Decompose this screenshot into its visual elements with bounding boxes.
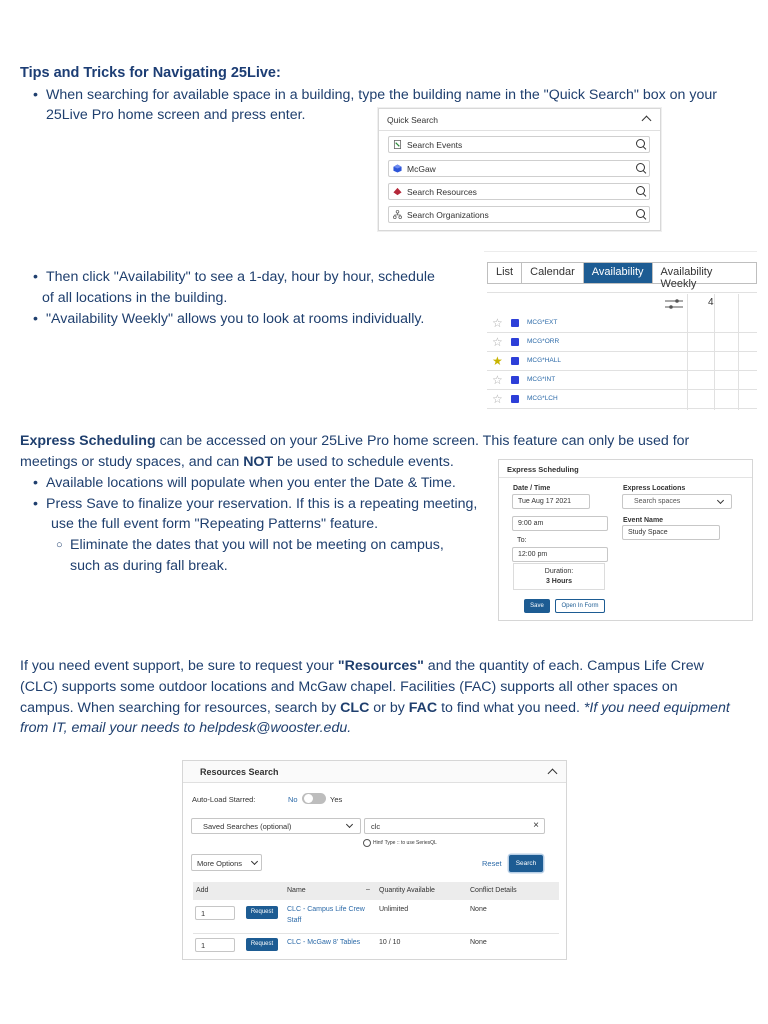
locations-placeholder: Search spaces: [634, 498, 681, 505]
hint-text: Hint! Type :: to use SeriesQL: [373, 840, 437, 846]
express-locations-select[interactable]: [622, 494, 732, 509]
duration-label: Duration:: [544, 568, 574, 575]
search-resources-field[interactable]: [388, 183, 650, 200]
more-options-label: More Options: [197, 859, 243, 868]
resources-search-input[interactable]: [364, 818, 545, 834]
tip-bullet-2-line2: of all locations in the building.: [42, 290, 228, 306]
quantity-available: 10 / 10: [379, 939, 401, 946]
auto-load-toggle[interactable]: [302, 793, 326, 804]
sliders-icon[interactable]: [664, 298, 684, 310]
open-in-form-button[interactable]: Open In Form: [555, 599, 605, 613]
room-name[interactable]: MCG*ORR: [527, 338, 560, 345]
grid-divider: [487, 292, 757, 293]
star-icon[interactable]: ☆: [492, 373, 503, 387]
resources-line3: [20, 698, 760, 719]
more-options-button[interactable]: [191, 854, 262, 871]
hour-column-label: 4: [708, 297, 714, 308]
clear-icon[interactable]: ×: [533, 820, 539, 831]
resources-search-panel: [182, 760, 567, 960]
tips-heading: Tips and Tricks for Navigating 25Live:: [20, 65, 281, 81]
event-name-label: Event Name: [623, 517, 664, 524]
date-time-label: Date / Time: [513, 485, 551, 492]
quantity-value: 1: [201, 941, 206, 950]
express-locations-label: Express Locations: [623, 485, 686, 492]
express-sub-bullet: [70, 535, 444, 556]
express-intro-text: can be accessed on your 25Live Pro home screen. This feature can only be used for: [155, 433, 690, 449]
resources-line3-a: campus. When searching for resources, search by: [20, 700, 341, 716]
view-tabs: [487, 262, 757, 290]
starred-icon[interactable]: ★: [492, 354, 503, 368]
resources-line1-a: If you need event support, be sure to request your: [20, 658, 338, 674]
it-note: *If you need equipment: [583, 700, 730, 716]
conflict-details: None: [470, 906, 487, 913]
location-cube-icon: [511, 319, 519, 327]
express-panel-title: Express Scheduling: [507, 465, 579, 474]
quick-search-title: Quick Search: [387, 115, 439, 125]
toggle-yes-label: Yes: [330, 795, 343, 804]
saved-searches-select[interactable]: [191, 818, 361, 834]
duration-box: [513, 563, 605, 590]
tip-bullet-1-line2: 25Live Pro home screen and press enter.: [46, 107, 306, 123]
fac-keyword: FAC: [408, 700, 438, 716]
quantity-field[interactable]: [195, 906, 235, 920]
search-button[interactable]: Search: [509, 855, 543, 872]
express-intro-line1: [20, 431, 760, 452]
express-line2-a: meetings or study spaces, and can: [20, 454, 244, 470]
room-name[interactable]: MCG*HALL: [527, 357, 561, 364]
conflict-details: None: [470, 939, 487, 946]
express-line2-b: be used to schedule events.: [273, 454, 454, 470]
saved-searches-value: Saved Searches (optional): [203, 822, 292, 831]
chevron-down-icon: [251, 858, 258, 865]
star-icon[interactable]: ☆: [492, 335, 503, 349]
tip-bullet-2: [46, 267, 435, 288]
column-quantity: Quantity Available: [379, 887, 435, 894]
request-button[interactable]: Request: [246, 938, 278, 951]
start-time-field[interactable]: 9:00 am: [512, 516, 608, 531]
save-button[interactable]: Save: [524, 599, 550, 613]
availability-row[interactable]: [487, 352, 757, 371]
toggle-no-label: No: [288, 795, 298, 804]
search-input-value: clc: [371, 822, 381, 831]
request-button[interactable]: Request: [246, 906, 278, 919]
sort-icon[interactable]: –: [366, 886, 370, 893]
search-icon[interactable]: [636, 186, 646, 196]
availability-row[interactable]: [487, 371, 757, 390]
reset-button[interactable]: Reset: [482, 859, 502, 868]
express-not: NOT: [243, 454, 274, 470]
event-name-field[interactable]: Study Space: [622, 525, 720, 540]
quantity-available: Unlimited: [379, 906, 409, 913]
search-icon[interactable]: [636, 209, 646, 219]
availability-row[interactable]: [487, 314, 757, 333]
tab-list[interactable]: List: [488, 263, 522, 283]
tip-bullet-3: [46, 309, 424, 330]
column-add: Add: [196, 887, 209, 894]
quantity-field[interactable]: [195, 938, 235, 952]
express-bullet-2: [46, 494, 477, 515]
location-cube-icon: [393, 164, 402, 173]
location-cube-icon: [511, 357, 519, 365]
chevron-down-icon: [346, 821, 353, 828]
search-events-field[interactable]: [388, 136, 650, 153]
search-icon[interactable]: [636, 139, 646, 149]
clc-keyword: CLC: [340, 700, 370, 716]
resources-search-title: Resources Search: [200, 767, 279, 777]
to-label: To:: [517, 535, 527, 544]
search-organizations-label: Search Organizations: [407, 210, 489, 220]
quick-search-header: [379, 109, 660, 131]
express-sub-line2: such as during fall break.: [70, 558, 228, 574]
express-sub-line1: Eliminate the dates that you will not be meeting on campus,: [70, 537, 444, 553]
quantity-value: 1: [201, 909, 206, 918]
tip-bullet-2-line1: Then click "Availability" to see a 1-day, hour by hour, schedule: [46, 269, 435, 285]
tip-bullet-1: [46, 85, 766, 106]
info-icon: [363, 839, 371, 847]
date-field[interactable]: Tue Aug 17 2021: [512, 494, 590, 509]
resource-name-link[interactable]: CLC - Campus Life Crew: [287, 906, 365, 913]
resources-icon: [393, 187, 402, 196]
chevron-up-icon[interactable]: [642, 116, 652, 126]
star-icon[interactable]: ☆: [492, 392, 503, 406]
organizations-icon: [393, 210, 402, 219]
resource-name-link-cont[interactable]: Staff: [287, 917, 302, 924]
column-conflict: Conflict Details: [470, 887, 517, 894]
search-icon[interactable]: [636, 163, 646, 173]
availability-panel: [484, 251, 757, 419]
tab-availability[interactable]: Availability: [584, 263, 653, 283]
resources-line1: [20, 656, 760, 677]
location-cube-icon: [511, 376, 519, 384]
express-lead: Express Scheduling: [20, 433, 156, 449]
search-organizations-field[interactable]: [388, 206, 650, 223]
express-bullet-2-line2: use the full event form "Repeating Patterns" feature.: [51, 516, 379, 532]
tip-bullet-3-text: "Availability Weekly" allows you to look at rooms individually.: [46, 311, 425, 327]
room-name[interactable]: MCG*EXT: [527, 319, 558, 326]
resources-search-header: [183, 761, 566, 783]
star-icon[interactable]: ☆: [492, 316, 503, 330]
room-name[interactable]: MCG*LCH: [527, 395, 558, 402]
quick-search-panel: [378, 108, 661, 231]
tab-calendar[interactable]: Calendar: [522, 263, 584, 283]
column-name[interactable]: Name: [287, 887, 306, 894]
resources-line1-b: and the quantity of each. Campus Life Crew: [423, 658, 704, 674]
resource-name-link[interactable]: CLC - McGaw 8' Tables: [287, 939, 361, 946]
tip-bullet-1-line1: When searching for available space in a building, type the building name in the "Quick Search" box on your: [46, 87, 717, 103]
express-bullet-2-line1: Press Save to finalize your reservation. If this is a repeating meeting,: [46, 496, 478, 512]
results-table-header: [193, 882, 559, 900]
auto-load-label: Auto-Load Starred:: [192, 795, 256, 804]
resources-line3-or: or by: [369, 700, 409, 716]
search-events-label: Search Events: [407, 140, 463, 150]
tab-availability-weekly[interactable]: Availability Weekly: [653, 263, 756, 283]
it-note-cont: from IT, email your needs to helpdesk@wooster.edu.: [20, 720, 352, 736]
location-cube-icon: [511, 395, 519, 403]
room-name[interactable]: MCG*INT: [527, 376, 556, 383]
location-cube-icon: [511, 338, 519, 346]
express-intro-line2: [20, 452, 454, 473]
chevron-up-icon[interactable]: [548, 769, 558, 779]
resources-line3-b: to find what you need.: [437, 700, 584, 716]
duration-value: 3 Hours: [545, 578, 573, 585]
locations-search-value: McGaw: [407, 164, 436, 174]
locations-search-field[interactable]: [388, 160, 650, 177]
express-bullet-1: [46, 473, 456, 494]
divider: [499, 477, 752, 478]
availability-row[interactable]: [487, 390, 757, 409]
end-time-field[interactable]: 12:00 pm: [512, 547, 608, 562]
search-resources-label: Search Resources: [407, 187, 477, 197]
availability-row[interactable]: [487, 333, 757, 352]
row-divider: [193, 933, 559, 934]
resources-line2: (CLC) supports some outdoor locations and McGaw chapel. Facilities (FAC) supports all other spaces on: [20, 679, 678, 695]
express-bullet-1-text: Available locations will populate when you enter the Date & Time.: [46, 475, 456, 491]
chevron-down-icon: [717, 497, 724, 504]
resources-keyword: "Resources": [337, 658, 424, 674]
resources-line4: [20, 718, 351, 739]
events-icon: [393, 140, 402, 149]
express-scheduling-panel: [498, 459, 753, 621]
